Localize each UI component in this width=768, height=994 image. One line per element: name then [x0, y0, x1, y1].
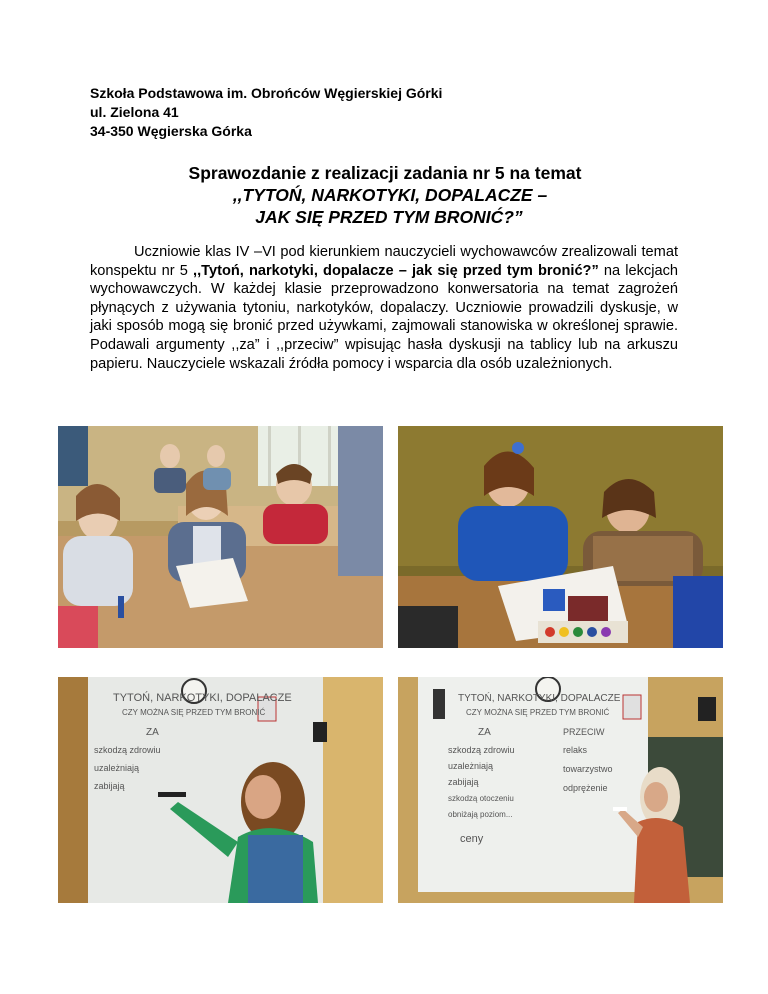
photo-classroom-students	[58, 426, 383, 648]
whiteboard-left-title: TYTOŃ, NARKOTYKI, DOPALACZE	[113, 692, 292, 704]
school-street: ul. Zielona 41	[90, 104, 179, 120]
whiteboard-right-col-przeciw: PRZECIW	[563, 727, 605, 737]
report-title	[90, 162, 680, 228]
school-city: 34-350 Węgierska Górka	[90, 123, 252, 139]
title-line-2: ,,TYTOŃ, NARKOTYKI, DOPALACZE –	[232, 185, 548, 205]
photo-girl-at-whiteboard	[398, 677, 723, 903]
photo-girl-writing-whiteboard	[58, 677, 383, 903]
whiteboard-right-za-1: szkodzą zdrowiu	[448, 745, 515, 755]
whiteboard-right-przeciw-3: odprężenie	[563, 783, 608, 793]
whiteboard-left-item-3: zabijają	[94, 781, 125, 791]
whiteboard-right-subtitle: CZY MOŻNA SIĘ PRZED TYM BRONIĆ	[466, 708, 610, 717]
school-address	[90, 84, 442, 141]
whiteboard-right-col-za: ZA	[478, 727, 491, 738]
whiteboard-right-przeciw-2: towarzystwo	[563, 764, 613, 774]
whiteboard-right-za-4: szkodzą otoczeniu	[448, 794, 514, 803]
body-part-2: na lekcjach wychowawczych. W każdej klasie przeprowadzono konwersatoria na temat zagrożeń płynących z używania tytoniu, narkotyków, dopalaczy. Uczniowie prowadzili dyskusje, w jaki sposób mogą się bronić przed używkami, zajmowali stanowiska w określonej sprawie. Podawali argumenty ,,za” i ,,przeciw” wpisując hasła dyskusji na tablicy lub na arkuszu papieru. Nauczyciele wskazali źródła pomocy i wsparcia dla osób uzależnionych.	[90, 262, 678, 372]
whiteboard-left-item-2: uzależniają	[94, 763, 140, 773]
body-part-1: Uczniowie klas IV –VI pod kierunkiem nauczycieli wychowawców zrealizowali temat konspektu nr 5	[90, 244, 678, 279]
whiteboard-left-subtitle: CZY MOŻNA SIĘ PRZED TYM BRONIĆ	[122, 708, 266, 717]
whiteboard-left-item-1: szkodzą zdrowiu	[94, 745, 161, 755]
whiteboard-right-za-5: obniżają poziom...	[448, 810, 513, 819]
photo-girls-with-poster	[398, 426, 723, 648]
whiteboard-left-col-za: ZA	[146, 727, 159, 738]
title-line-1: Sprawozdanie z realizacji zadania nr 5 na temat	[188, 163, 582, 183]
whiteboard-right-za-6: ceny	[460, 833, 484, 845]
whiteboard-right-za-2: uzależniają	[448, 761, 494, 771]
report-body	[90, 243, 678, 373]
body-topic-bold: ,,Tytoń, narkotyki, dopalacze – jak się przed tym bronić?”	[193, 262, 599, 279]
school-name: Szkoła Podstawowa im. Obrońców Węgierskiej Górki	[90, 85, 443, 101]
whiteboard-right-za-3: zabijają	[448, 777, 479, 787]
title-line-3: JAK SIĘ PRZED TYM BRONIĆ?”	[255, 207, 523, 227]
whiteboard-right-title: TYTOŃ, NARKOTYKI, DOPALACZE	[458, 693, 621, 704]
whiteboard-right-przeciw-1: relaks	[563, 745, 588, 755]
